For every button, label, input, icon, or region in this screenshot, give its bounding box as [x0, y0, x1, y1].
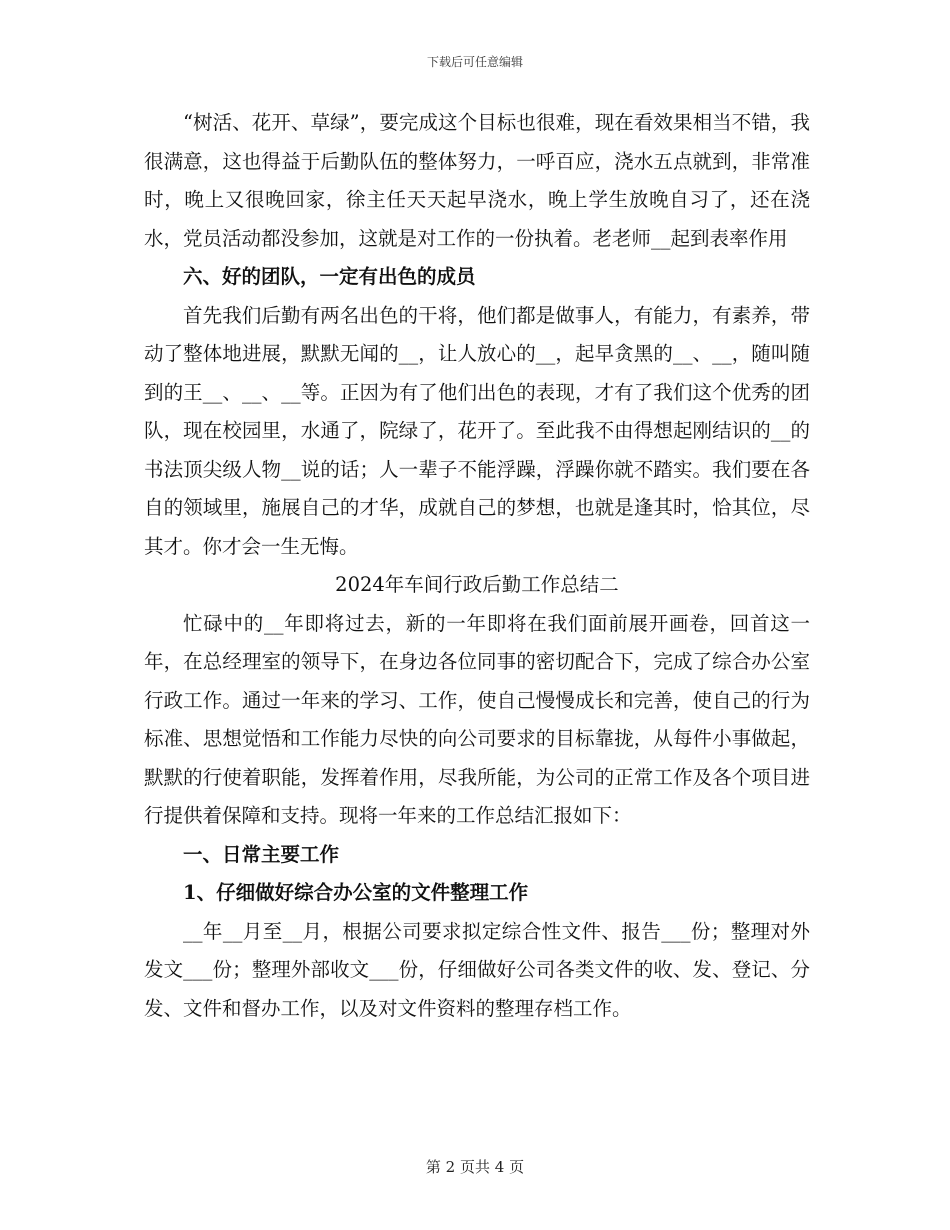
paragraph-year-summary: 忙碌中的__年即将过去，新的一年即将在我们面前展开画卷，回首这一年，在总经理室的领导下，在身边各位同事的密切配合下，完成了综合办公室行政工作。通过一年来的学习、工作，使自己慢慢成长和完善，使自己的行为标准、思想觉悟和工作能力尽快的向公司要求的目标靠拢，从每件小事做起，默默的行使着职能，发挥着作用，尽我所能，为公司的正常工作及各个项目进行提供着保障和支持。现将一年来的工作总结汇报如下： [144, 611, 810, 827]
document-body [144, 104, 810, 1028]
paragraph-team-members: 首先我们后勤有两名出色的干将，他们都是做事人，有能力，有素养，带动了整体地进展，默默无闻的__，让人放心的__，起早贪黑的__、__，随叫随到的王__、__、__等。正因为有了他们出色的表现，才有了我们这个优秀的团队，现在校园里，水通了，院绿了，花开了。至此我不由得想起刚结识的__的书法顶尖级人物__说的话；人一辈子不能浮躁，浮躁你就不踏实。我们要在各自的领域里，施展自己的才华，成就自己的梦想，也就是逢其时，恰其位，尽其才。你才会一生无悔。 [144, 303, 810, 558]
section-heading-daily-work: 一、日常主要工作 [183, 842, 340, 866]
paragraph-tree-watering: “树活、花开、草绿”，要完成这个目标也很难，现在看效果相当不错，我很满意，这也得益于后勤队伍的整体努力，一呼百应，浇水五点就到，非常准时，晚上又很晚回家，徐主任天天起早浇水，晚上学生放晚自习了，还在浇水，党员活动都没参加，这就是对工作的一份执着。老老师__起到表率作用 [144, 111, 810, 250]
page-header: 下载后可任意编辑 [426, 55, 523, 69]
page-footer: 第 2 页共 4 页 [425, 1158, 525, 1176]
paragraph-document-work: __年__月至__月，根据公司要求拟定综合性文件、报告___份；整理对外发文___份；整理外部收文___份，仔细做好公司各类文件的收、发、登记、分发、文件和督办工作，以及对文件资料的整理存档工作。 [144, 919, 810, 1020]
document-title: 2024年车间行政后勤工作总结二 [335, 573, 619, 596]
subsection-heading-documents: 1、仔细做好综合办公室的文件整理工作 [183, 881, 529, 904]
section-heading-team: 六、好的团队，一定有出色的成员 [183, 265, 476, 288]
